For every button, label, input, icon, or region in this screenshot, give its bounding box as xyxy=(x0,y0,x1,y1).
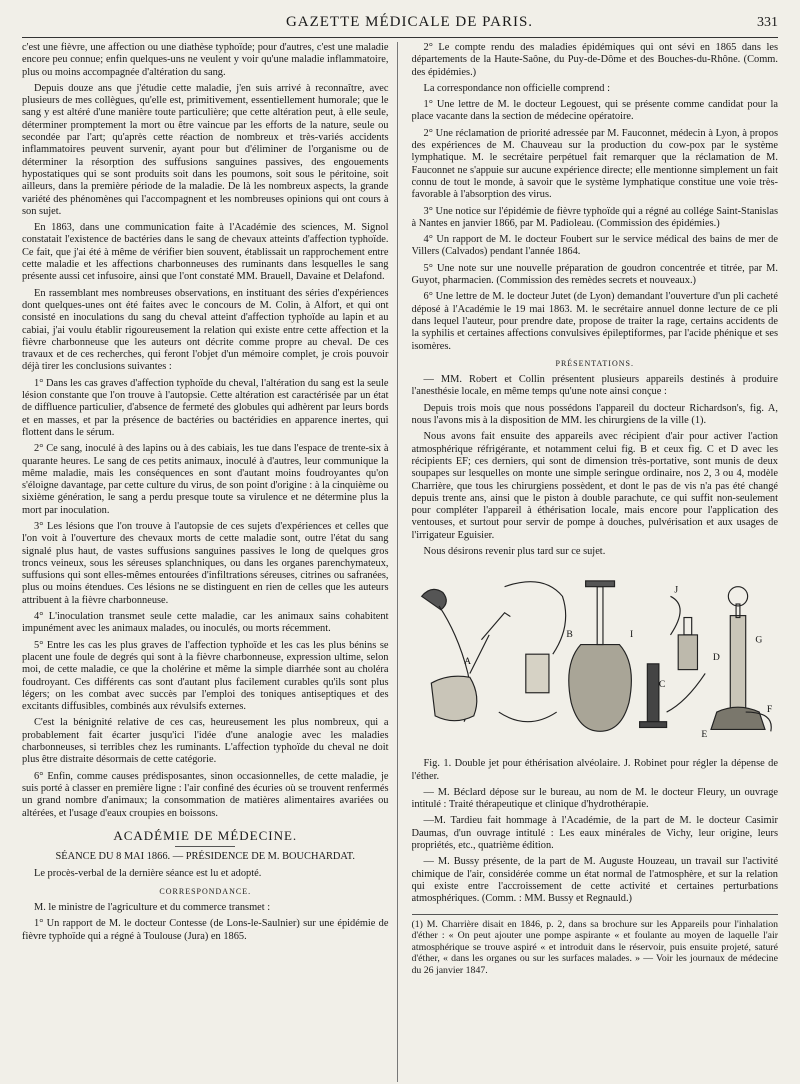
paragraph: 3° Une notice sur l'épidémie de fièvre typhoïde qui a régné au collége Saint-Stanislas à Nantes en janvier 1866, par M. Padioleau. (Commission des épidémies.) xyxy=(411,205,778,229)
figure-label: B xyxy=(565,629,573,641)
paragraph: Nous désirons revenir plus tard sur ce sujet. xyxy=(423,545,606,557)
page-header xyxy=(22,14,778,38)
figure-caption: Fig. 1. Double jet pour éthérisation alvéolaire. J. Robinet pour régler la dépense de l'éther. xyxy=(411,758,778,782)
paragraph: La correspondance non officielle comprend : xyxy=(423,82,610,94)
paragraph: 1° Une lettre de M. le docteur Legouest, qui se présente comme candidat pour la place vacante dans la section de médecine opératoire. xyxy=(411,99,778,123)
correspondence-heading: CORRESPONDANCE. xyxy=(159,886,252,896)
paragraph: Depuis douze ans que j'étudie cette maladie, j'en suis arrivé à reconnaître, avec plusieurs de mes collègues, qu'elle est, primitivement, essentiellement humorale; que le sang y est altéré d'une manière toute particulière; que cette altération peut, à elle seule, déterminer promptement la mort ou être vaincue par les efforts de la nature, seule ou secondée par l'art; qu'après cette réaction de nombreux et très-variés accidents inflammatoires peuvent survenir, ayant pour but d'éliminer de l'organisme ou de déterminer la résorption des suffusions sanguines passives, des engouements hypostatiques qui se sont produits soit dans les poumons, soit sous le péritoine, soit ailleurs, dans la première période de la maladie. De là les nombreux aspects, la grande variété des phénomènes qui l'accompagnent et les nombreuses opinions qui ont cours à son sujet. xyxy=(22,82,389,217)
presentations-heading: PRÉSENTATIONS. xyxy=(555,358,634,368)
section-title: ACADÉMIE DE MÉDECINE. xyxy=(113,827,298,843)
apparatus-illustration xyxy=(412,564,779,754)
paragraph: 2° Le compte rendu des maladies épidémiques qui ont sévi en 1865 dans les départements de la Haute-Saône, du Puy-de-Dôme et des Bouches-du-Rhône. (Comm. des épidémies.) xyxy=(411,42,778,78)
paragraph: — M. Bussy présente, de la part de M. Auguste Houzeau, un travail sur l'activité chimique de l'air, considérée comme un état normal de l'atmosphère, et sur la relation qui existe entre l'accroissement de cette activité et certaines perturbations atmosphériques. (Comm. : MM. Bussy et Regnauld.) xyxy=(411,856,778,905)
paragraph: 4° Un rapport de M. le docteur Foubert sur le service médical des bains de mer de Villers (Calvados) pendant l'année 1864. xyxy=(411,234,778,258)
paragraph: Nous avons fait ensuite des appareils avec récipient d'air pour activer l'action atmosphérique réfrigérante, et notamment celui fig. B et ceux fig. C et D avec les récipients EF; ces derniers, qui sont de dimension très-portative, sont munis de deux soupapes sur lesquelles on monte une simple seringue ordinaire, nos 2, 3 ou 4, modèle Charrière, que tous les chirurgiens possèdent, et dont le pas de vis n'a pas été changé depuis trente ans, ainsi que le piston à double parachute, ce qui suffit non-seulement pour compléter l'appareil à éthérisation locale, mais encore pour l'application des ventouses, et surtout pour servir de pompe à douches, pulvérisation et aux usages de l'irrigateur Eguisier. xyxy=(411,431,778,541)
figure-label: G xyxy=(754,634,762,646)
paragraph: 6° Une lettre de M. le docteur Jutet (de Lyon) demandant l'ouverture d'un pli cacheté déposé à l'Académie le 19 mai 1863. M. le secrétaire annuel donne lecture de ce pli dans lequel l'auteur, pour prendre date, propose de traiter la rage, certains accidents de la syphilis et certaines affections convulsives épileptiformes, par l'acide phénique et ses isomères. xyxy=(411,291,778,352)
paragraph: En rassemblant mes nombreuses observations, en instituant des séries d'expériences dont quelques-unes ont été faites avec le concours de M. Colin, à Alfort, et qui ont consisté en inoculations du sang du cheval atteint d'affection typhoïde au lapin et au cabiai, j'ai voulu établir rigoureusement la relation qui existe entre cette affection et la fièvre charbonneuse que les auteurs ont décrite comme propre au cheval. De ces travaux et de ces recherches, qui feront l'objet d'un mémoire complet, je crois pouvoir déjà tirer les conclusions suivantes : xyxy=(22,287,389,373)
minutes-text: Le procès-verbal de la dernière séance est lu et adopté. xyxy=(34,868,262,880)
figure-label: A xyxy=(463,656,471,668)
paragraph: 5° Entre les cas les plus graves de l'affection typhoïde et les cas les plus bénins se placent une foule de degrés qui sont à la fièvre charbonneuse, expression ultime, selon moi, de cette maladie, ce que la cholérine et même la simple diarrhée sont au choléra foudroyant. Ces différents cas sont d'autant plus facilement curables qu'ils sont plus légers; on les combat avec succès par l'emploi des toniques antiseptiques et des excitants diffusibles, combinés aux révulsifs externes. xyxy=(22,639,389,713)
paragraph: 3° Les lésions que l'on trouve à l'autopsie de ces sujets d'expériences et celles que l'on voit à l'ouverture des chevaux morts de cette maladie sont, outre l'état du sang signalé plus haut, de vastes suffusions sanguines passives le long de quelques gros troncs veineux, sous les séreuses splanchniques, ou dans les organes parenchymateux, suffusions qui sont elles-mêmes entourées d'infiltrations séreuses, citrines ou safranées, plus ou moins étendues. Ces lésions ne se distinguent en rien de celles que les auteurs attribuent à la fièvre charbonneuse. xyxy=(22,520,389,606)
session-line: SÉANCE DU 8 MAI 1866. — PRÉSIDENCE DE M. BOUCHARDAT. xyxy=(55,851,355,863)
paragraph: M. le ministre de l'agriculture et du commerce transmet : xyxy=(34,902,271,913)
paragraph: c'est une fièvre, une affection ou une diathèse typhoïde; pour d'autres, c'est une maladie encore peu connue; enfin quelques-uns ne veulent y voir qu'une maladie inflammatoire, plus ou moins accompagnée d'altération du sang. xyxy=(22,42,389,78)
footnote: (1) M. Charrière disait en 1846, p. 2, dans sa brochure sur les Appareils pour l'inhalation d'éther : « On peut ajouter une pompe aspirante « et foulante au moyen de laquelle l'air atmosphérique se trouve aspiré « et introduit dans le réservoir, puis ensuite projeté, saturé d'éther, « dans les organes ou sur les surfaces malades. » — Voir les journaux de médecine du 26 janvier 1847. xyxy=(412,914,779,977)
apparatus-drawing xyxy=(412,564,779,754)
divider xyxy=(175,846,235,847)
paragraph: Depuis trois mois que nous possédons l'appareil du docteur Richardson's, fig. A, nous l'avons mis à la disposition de MM. les chirurgiens de la ville (1). xyxy=(411,402,778,427)
page-number: 331 xyxy=(756,15,778,30)
journal-title: GAZETTE MÉDICALE DE PARIS. xyxy=(285,14,534,30)
paragraph: En 1863, dans une communication faite à l'Académie des sciences, M. Signol constatait l'existence de bactéries dans le sang de chevaux atteints d'affection typhoïde. Ce fait, que j'ai été à même de vérifier bien souvent, établissait un rapprochement entre cette maladie et les affections charbonneuses des ruminants dans lesquelles le sang présente aussi cet infusoire, ainsi que l'ont constaté MM. Brauell, Davaine et Delafond. xyxy=(22,222,389,283)
paragraph: 4° L'inoculation transmet seule cette maladie, car les animaux sains cohabitent impunément avec les animaux malades, ou inoculés, ou morts récemment. xyxy=(22,611,389,635)
figure-label: C xyxy=(658,679,665,691)
paragraph: 5° Une note sur une nouvelle préparation de goudron concentrée et titrée, par M. Guyot, pharmacien. (Commission des remèdes secrets et nouveaux.) xyxy=(411,262,778,287)
paragraph: —M. Tardieu fait hommage à l'Académie, de la part de M. le docteur Casimir Daumas, d'un ouvrage intitulé : Les eaux minérales de Vichy, leur origine, leurs propriétés, etc., quatrième édition. xyxy=(411,815,778,852)
figure-label: E xyxy=(700,729,707,741)
columns xyxy=(22,42,778,1082)
figure-label: I xyxy=(629,629,633,641)
paragraph: — M. Béclard dépose sur le bureau, au nom de M. le docteur Fleury, un ouvrage intitulé : Traité thérapeutique et clinique d'hydrothérapie. xyxy=(411,786,778,811)
paragraph: 2° Une réclamation de priorité adressée par M. Fauconnet, médecin à Lyon, à propos des expériences de M. Chauveau sur la production du cow-pox par le système lymphatique. M. le secrétaire perpétuel fait remarquer que la réclamation de M. Fauconnet ne s'appuie sur aucune expérience directe; elle mentionne simplement un fait connu de tout le monde, à savoir que le système lymphatique constitue une voie très-favorable à l'absorption des virus. xyxy=(411,127,778,201)
paragraph: C'est la bénignité relative de ces cas, heureusement les plus nombreux, qui a probablement fait écarter jusqu'ici l'idée d'une analogie avec les maladies charbonneuses, si terribles chez les ruminants. L'affection typhoïde du cheval ne doit plus être distraite désormais de cette catégorie. xyxy=(22,717,389,766)
left-column xyxy=(22,42,398,1082)
paragraph: 2° Ce sang, inoculé à des lapins ou à des cabiais, les tue dans l'espace de trente-six à quarante heures. Le sang de ces petits animaux, inoculé à d'autres, leur communique la même maladie, mais les conséquences en sont d'autant moins foudroyantes qu'on s'éloigne davantage, par cette culture du virus, de son point d'origine : à la cinquième ou sixième génération, le sang a perdu presque toute sa virulence et ne détermine plus la mort par inoculation. xyxy=(22,443,389,516)
figure-label: D xyxy=(712,652,720,664)
paragraph: 6° Enfin, comme causes prédisposantes, sinon occasionnelles, de cette maladie, je suis porté à classer en première ligne : l'air confiné des écuries où se trouvent renfermés un grand nombre d'animaux; la consommation de matières alimentaires avariées ou altérées, et l'usage d'eaux croupies en boissons. xyxy=(22,770,389,819)
paragraph: — MM. Robert et Collin présentent plusieurs appareils destinés à produire l'anesthésie locale, en même temps qu'une note ainsi conçue : xyxy=(411,374,778,398)
figure-label: J xyxy=(673,584,678,596)
paragraph: 1° Dans les cas graves d'affection typhoïde du cheval, l'altération du sang est la seule lésion constante que l'on trouve à l'autopsie. Cette altération est caractérisée par un état de diffluence particulier, d'absence de fermeté des globules qui adhèrent par leurs bords et en masses, et par la présence de bactéries ou bactéridies en apparence inertes, qui flottent dans le sérum. xyxy=(22,377,389,438)
paragraph: 1° Un rapport de M. le docteur Contesse (de Lons-le-Saulnier) sur une épidémie de fièvre typhoïde qui a régné à Toulouse (Jura) en 1865. xyxy=(22,918,389,942)
bulb-shape xyxy=(421,590,446,610)
figure-label: F xyxy=(766,704,772,716)
right-column xyxy=(412,42,779,1082)
